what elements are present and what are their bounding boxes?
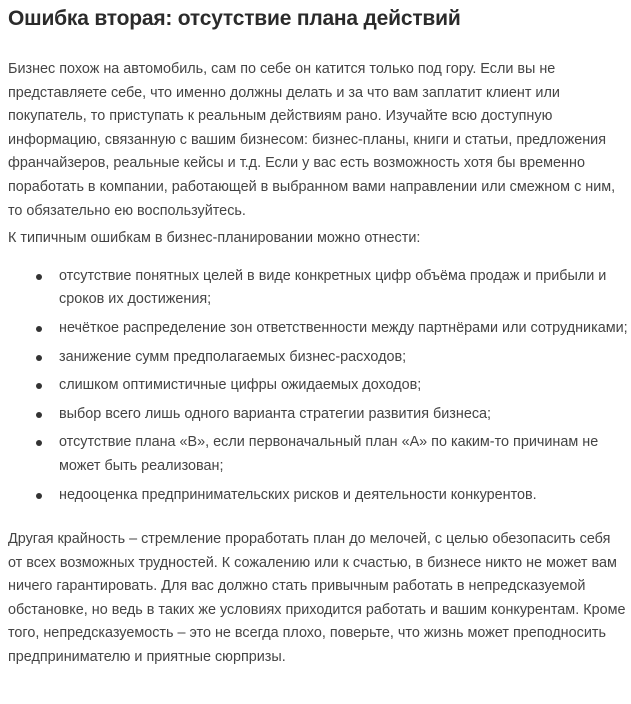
- list-lead-paragraph: К типичным ошибкам в бизнес-планировании можно отнести:: [8, 230, 421, 247]
- list-item-text: недооценка предпринимательских рисков и деятельности конкурентов.: [59, 486, 537, 503]
- list-item: [8, 346, 628, 370]
- bullet-icon: [36, 355, 42, 361]
- list-item-text: выбор всего лишь одного варианта стратегии развития бизнеса;: [59, 405, 492, 422]
- closing-paragraph: Другая крайность – стремление проработать план до мелочей, с целью обезопасить себя от всех возможных трудностей. К сожалению или к счастью, в бизнесе никто не может вам ничего гарантировать. Для вас должно стать привычным работать в непредсказуемой обстановке, но ведь в таких же условиях приходится работать и вашим конкурентам. Кроме того, непредсказуемость – это не всегда плохо, поверьте, что жизнь может преподносить предпринимателю и приятные сюрпризы.: [8, 531, 626, 666]
- list-item: [8, 317, 628, 341]
- list-item: [8, 403, 628, 427]
- list-item: [8, 374, 628, 398]
- list-item: [8, 431, 628, 478]
- list-item: [8, 484, 628, 508]
- list-item-text: отсутствие плана «В», если первоначальный план «А» по каким-то причинам не может быть реализован;: [59, 434, 599, 474]
- bullet-icon: [36, 412, 42, 418]
- mistakes-list: [8, 265, 628, 507]
- list-item: [8, 265, 628, 312]
- list-item-text: занижение сумм предполагаемых бизнес-расходов;: [59, 348, 407, 365]
- list-item-text: нечёткое распределение зон ответственности между партнёрами или сотрудниками;: [59, 319, 628, 336]
- list-item-text: слишком оптимистичные цифры ожидаемых доходов;: [59, 377, 422, 394]
- bullet-icon: [36, 383, 42, 389]
- list-item-text: отсутствие понятных целей в виде конкретных цифр объёма продаж и прибыли и сроков их достижения;: [59, 267, 607, 308]
- bullet-icon: [36, 326, 42, 332]
- article: [8, 0, 628, 670]
- bullet-icon: [36, 440, 42, 446]
- bullet-icon: [36, 274, 42, 280]
- article-title: Ошибка вторая: отсутствие плана действий: [8, 7, 461, 30]
- bullet-icon: [36, 493, 42, 499]
- intro-paragraph: Бизнес похож на автомобиль, сам по себе он катится только под гору. Если вы не представляете себе, что именно должны делать и за что вам заплатит клиент или покупатель, то приступать к реальным действиям рано. Изучайте всю доступную информацию, связанную с вашим бизнесом: бизнес-планы, книги и статьи, предложения франчайзеров, реальные кейсы и т.д. Если у вас есть возможность хотя бы временно поработать в компании, работающей в выбранном вами направлении или смежном с ним, то обязательно ею воспользуйтесь.: [8, 61, 616, 219]
